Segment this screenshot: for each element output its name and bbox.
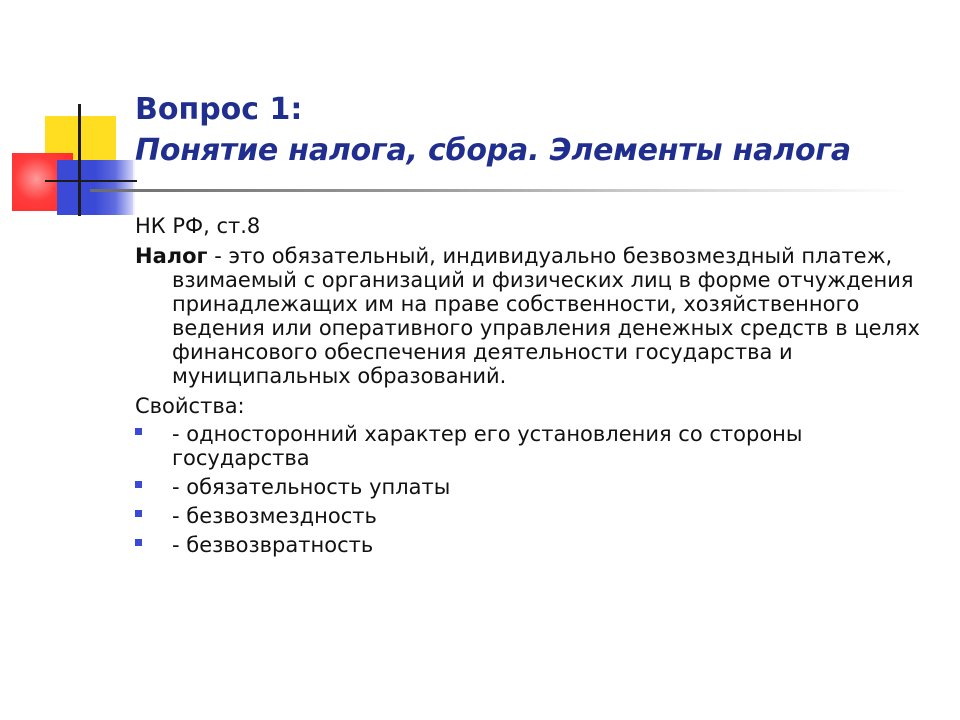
list-item	[135, 533, 925, 557]
definition-text: - это обязательный, индивидуально безвозмездный платеж, взимаемый с организаций и физических лиц в форме отчуждения принадлежащих им на праве собственности, хозяйственного ведения или оперативного управления денежных средств в целях финансового обеспечения деятельности государства и муниципальных образований.	[172, 244, 920, 388]
logo-vertical-line	[78, 104, 81, 216]
square-bullet-icon	[135, 510, 142, 517]
definition-term: Налог	[135, 244, 208, 268]
slide-body	[135, 214, 925, 562]
list-item	[135, 422, 925, 470]
tax-definition	[135, 244, 925, 388]
property-text: - обязательность уплаты	[172, 475, 451, 499]
list-item	[135, 504, 925, 528]
properties-heading: Свойства:	[135, 394, 245, 418]
title-topic: Понятие налога, сбора. Элементы налога	[135, 133, 851, 168]
square-bullet-icon	[135, 428, 142, 435]
properties-list	[135, 422, 925, 557]
slide-title	[135, 90, 851, 172]
logo-horizontal-line	[45, 180, 137, 182]
title-question-number: Вопрос 1:	[135, 92, 303, 127]
square-bullet-icon	[135, 539, 142, 546]
law-reference: НК РФ, ст.8	[135, 214, 261, 238]
logo-blue-fade	[95, 160, 135, 215]
property-text: - односторонний характер его установления со стороны государства	[172, 422, 803, 470]
property-text: - безвозвратность	[172, 533, 374, 557]
property-text: - безвозмездность	[172, 504, 377, 528]
slide-logo-decoration	[0, 0, 140, 230]
square-bullet-icon	[135, 481, 142, 488]
title-underline	[90, 189, 910, 192]
list-item	[135, 475, 925, 499]
